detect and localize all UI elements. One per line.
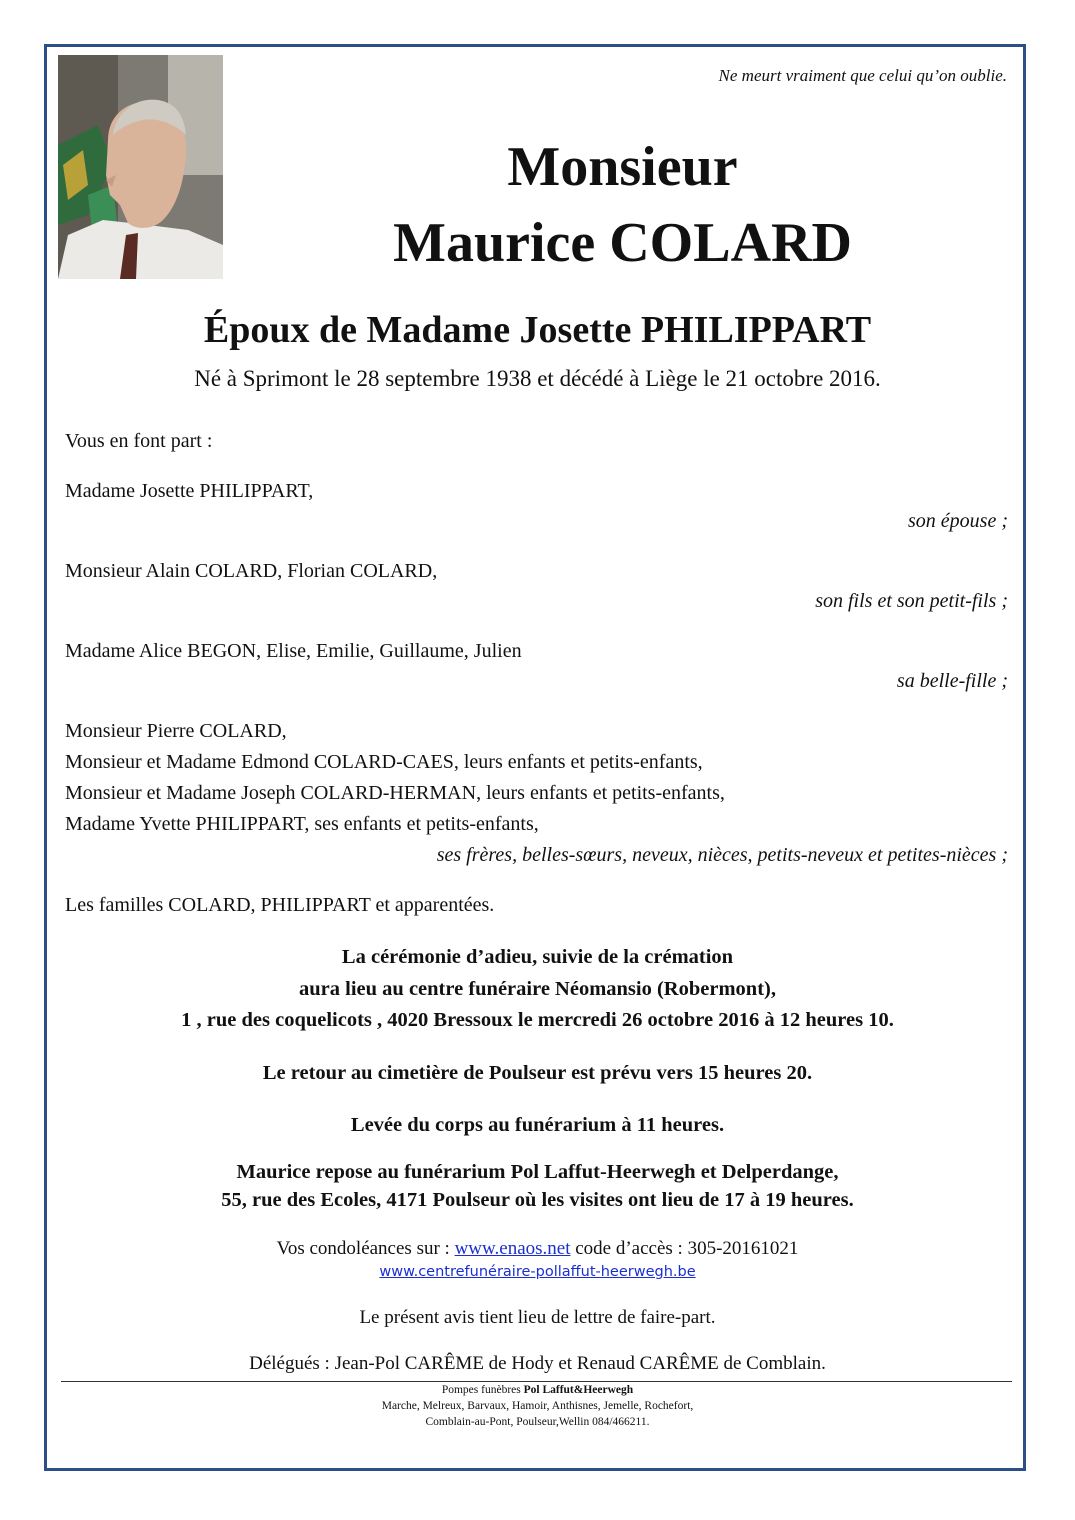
levee-line: Levée du corps au funérarium à 11 heures. bbox=[350, 1114, 725, 1136]
footer-prefix: Pompes funèbres bbox=[441, 1384, 524, 1396]
notice-line: Le présent avis tient lieu de lettre de faire-part. bbox=[359, 1307, 716, 1328]
family-relation: son fils et son petit-fils ; bbox=[815, 590, 1008, 612]
family-member: Madame Alice BEGON, Elise, Emilie, Guillaume, Julien bbox=[65, 640, 522, 662]
delegates-line: Délégués : Jean-Pol CARÊME de Hody et Renaud CARÊME de Comblain. bbox=[249, 1353, 826, 1374]
funeral-website-line bbox=[0, 1264, 1075, 1280]
deceased-name: Maurice COLARD bbox=[393, 212, 852, 274]
condolences-prefix: Vos condoléances sur : bbox=[276, 1238, 455, 1259]
repose-line: 55, rue des Ecoles, 4171 Poulseur où les visites ont lieu de 17 à 19 heures. bbox=[221, 1189, 854, 1211]
family-member: Madame Josette PHILIPPART, bbox=[65, 480, 314, 502]
footer-locations: Marche, Melreux, Barvaux, Hamoir, Anthisnes, Jemelle, Rochefort, bbox=[381, 1400, 694, 1412]
family-member: Madame Yvette PHILIPPART, ses enfants et petits-enfants, bbox=[65, 813, 539, 835]
families-line: Les familles COLARD, PHILIPPART et apparentées. bbox=[65, 894, 495, 916]
funeral-website-link[interactable]: www.centrefunéraire-pollaffut-heerwegh.be bbox=[379, 1264, 696, 1280]
family-member: Monsieur et Madame Edmond COLARD-CAES, leurs enfants et petits-enfants, bbox=[65, 751, 703, 773]
family-member: Monsieur Alain COLARD, Florian COLARD, bbox=[65, 560, 438, 582]
footer-company: Pol Laffut&Heerwegh bbox=[523, 1384, 634, 1396]
access-code: code d’accès : 305-20161021 bbox=[570, 1238, 799, 1259]
footer-divider bbox=[61, 1381, 1012, 1382]
ceremony-line: La cérémonie d’adieu, suivie de la crémation bbox=[341, 946, 734, 968]
birth-death-line: Né à Sprimont le 28 septembre 1938 et décédé à Liège le 21 octobre 2016. bbox=[194, 366, 881, 391]
family-relation: ses frères, belles-sœurs, neveux, nièces, petits-neveux et petites-nièces ; bbox=[436, 844, 1008, 866]
title-honorific: Monsieur bbox=[507, 136, 738, 198]
portrait-photo bbox=[58, 55, 223, 279]
motto: Ne meurt vraiment que celui qu’on oublie. bbox=[718, 66, 1007, 85]
cemetery-line: Le retour au cimetière de Poulseur est prévu vers 15 heures 20. bbox=[262, 1062, 813, 1084]
footer-contact: Comblain-au-Pont, Poulseur,Wellin 084/466211. bbox=[425, 1416, 650, 1428]
family-member: Monsieur Pierre COLARD, bbox=[65, 720, 287, 742]
family-relation: son épouse ; bbox=[908, 510, 1008, 532]
spouse-line: Époux de Madame Josette PHILIPPART bbox=[203, 309, 872, 351]
enaos-link[interactable]: www.enaos.net bbox=[454, 1238, 571, 1259]
condolences-line bbox=[0, 1238, 1075, 1260]
footer-company-line bbox=[0, 1384, 1075, 1396]
repose-line: Maurice repose au funérarium Pol Laffut-Heerwegh et Delperdange, bbox=[236, 1161, 839, 1183]
ceremony-line: 1 , rue des coquelicots , 4020 Bressoux le mercredi 26 octobre 2016 à 12 heures 10. bbox=[181, 1009, 894, 1031]
family-member: Monsieur et Madame Joseph COLARD-HERMAN, leurs enfants et petits-enfants, bbox=[65, 782, 725, 804]
ceremony-line: aura lieu au centre funéraire Néomansio (Robermont), bbox=[299, 978, 776, 1000]
intro-text: Vous en font part : bbox=[65, 430, 213, 452]
family-relation: sa belle-fille ; bbox=[896, 670, 1008, 692]
